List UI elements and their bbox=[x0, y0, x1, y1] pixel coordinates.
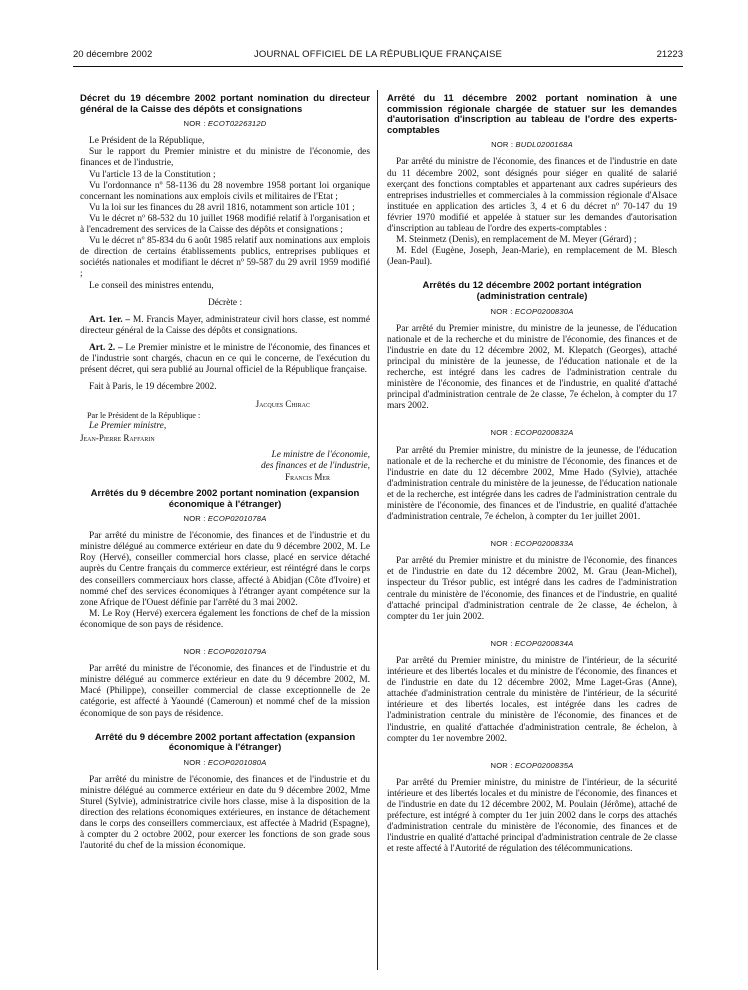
integration-paragraph: Par arrêté du Premier ministre, du ministre de la jeunesse, de l'éducation nationale et de la recherche et du ministre de l'économie, des finances et de l'industrie en date du 12 décembre 2002, M. Klepatch (Georges), attaché principal du ministère de la jeunesse, de l'éducation nationale et de la recherche, est intégré dans les cadres de l'administration centrale du ministère de l'économie, des finances et de l'industrie, en qualité d'attaché principal d'administration centrale de 2e classe, 7e échelon, à compter du 17 mars 2002. bbox=[387, 323, 677, 412]
nor-label: NOR : bbox=[183, 119, 208, 129]
nor-line bbox=[80, 118, 370, 129]
nor-label: NOR : bbox=[490, 638, 515, 648]
nor-code: ECOP0201079A bbox=[207, 647, 267, 657]
ministre-title-line2: des finances et de l'industrie, bbox=[260, 460, 370, 471]
nor-label: NOR : bbox=[490, 760, 515, 770]
arretes-nomination-title: Arrêtés du 9 décembre 2002 portant nomination (expansion économique à l'étranger) bbox=[90, 487, 360, 510]
decret-paragraph: Vu l'article 13 de la Constitution ; bbox=[89, 169, 216, 180]
arretes-integration-title: Arrêtés du 12 décembre 2002 portant intégration (administration centrale) bbox=[422, 280, 642, 302]
arrete-commission-title: Arrêté du 11 décembre 2002 portant nomination à une commission régionale chargée de statuer sur les demandes d'autorisation d'inscription au tableau de l'ordre des experts-comptables bbox=[387, 93, 677, 136]
article-2-text: Le Premier ministre et le ministre de l'économie, des finances et de l'industrie sont chargés, chacun en ce qui le concerne, de l'exécution du présent décret, qui sera publié au Journal officiel de la République française. bbox=[80, 342, 370, 376]
nor-line bbox=[387, 638, 677, 649]
nor-line bbox=[387, 538, 677, 549]
article-1-label: Art. 1er. – bbox=[89, 314, 131, 325]
fait-a-paris: Fait à Paris, le 19 décembre 2002. bbox=[89, 382, 217, 393]
decret-paragraph: Vu l'ordonnance nº 58-1136 du 28 novembre 1958 portant loi organique concernant les nominations aux emplois civils et militaires de l'Etat ; bbox=[80, 180, 370, 202]
par-le-president: Par le Président de la République : bbox=[87, 411, 201, 421]
left-column bbox=[80, 94, 370, 853]
nor-code: ECOP0201080A bbox=[207, 757, 267, 767]
nor-line bbox=[387, 760, 677, 771]
nor-line bbox=[387, 139, 677, 150]
article-2 bbox=[80, 343, 370, 376]
decret-paragraph: Vu la loi sur les finances du 28 avril 1816, notamment son article 101 ; bbox=[89, 202, 355, 213]
page-header bbox=[73, 49, 683, 63]
arrete-paragraph: M. Le Roy (Hervé) exercera également les fonctions de chef de la mission économique de son pays de résidence. bbox=[80, 608, 370, 630]
article-2-label: Art. 2. – bbox=[89, 342, 123, 353]
president-signature: Jacques Chirac bbox=[255, 399, 310, 410]
arrete-affectation-title: Arrêté du 9 décembre 2002 portant affectation (expansion économique à l'étranger) bbox=[94, 731, 356, 754]
nor-label: NOR : bbox=[490, 539, 515, 549]
arrete-paragraph: Par arrêté du ministre de l'économie, des finances et de l'industrie en date du 11 décembre 2002, sont désignés pour siéger en qualité de salarié exerçant des fonctions comptables et appartenant aux cadres supérieurs des entreprises industrielles et commerciales à la commission régionale d'Alsace instituée en application des articles 3, 4 et 6 du décret nº 70-147 du 19 février 1970 modifié et appelée à statuer sur les demandes d'autorisation d'inscription au tableau de l'ordre des experts-comptables : bbox=[387, 157, 677, 235]
nor-label: NOR : bbox=[490, 306, 515, 316]
nor-code: ECOP0200830A bbox=[514, 306, 574, 316]
article-1-text: M. Francis Mayer, administrateur civil hors classe, est nommé directeur général de la Caisse des dépôts et consignations. bbox=[80, 314, 370, 336]
nor-line bbox=[387, 306, 677, 317]
decret-paragraph: Sur le rapport du Premier ministre et du ministre de l'économie, des finances et de l'industrie, bbox=[80, 147, 370, 169]
header-journal-title: JOURNAL OFFICIEL DE LA RÉPUBLIQUE FRANÇAISE bbox=[253, 49, 503, 60]
arrete-paragraph: M. Edel (Eugène, Joseph, Jean-Marie), en remplacement de M. Blesch (Jean-Paul). bbox=[387, 246, 677, 268]
arrete-paragraph: Par arrêté du ministre de l'économie, des finances et de l'industrie et du ministre délégué au commerce extérieur en date du 9 décembre 2002, Mme Sturel (Sylvie), administratrice civile hors classe, mise à la disposition de la direction des relations économiques extérieures, en instance de détachement dans le corps des conseillers commerciaux, est affectée à Madrid (Espagne), à compter du 2 octobre 2002, pour exercer les fonctions de son grade sous l'autorité du chef de la mission économique. bbox=[80, 774, 370, 852]
nor-label: NOR : bbox=[183, 647, 208, 657]
nor-code: ECOP0200835A bbox=[514, 760, 574, 770]
nor-code: ECOP0200834A bbox=[514, 638, 574, 648]
integration-paragraph: Par arrêté du Premier ministre, du ministre de l'intérieur, de la sécurité intérieure et des libertés locales et du ministre de l'économie, des finances et de l'industrie en date du 12 décembre 2002, M. Poulain (Jérôme), attaché de préfecture, est intégré à compter du 1er juin 2002 dans le corps des attachés d'administration centrale du ministère de l'économie, des finances et de l'industrie en qualité d'attaché principal d'administration centrale de 2e classe et reste affecté à l'Autorité de régulation des télécommunications. bbox=[387, 777, 677, 855]
nor-line bbox=[80, 513, 370, 524]
premier-ministre-title: Le Premier ministre, bbox=[89, 421, 167, 432]
header-rule bbox=[73, 66, 683, 67]
nor-code: ECOP0200832A bbox=[514, 428, 574, 438]
nor-label: NOR : bbox=[183, 757, 208, 767]
decret-paragraph: Le conseil des ministres entendu, bbox=[89, 280, 214, 291]
arrete-paragraph: M. Steinmetz (Denis), en remplacement de M. Meyer (Gérard) ; bbox=[396, 235, 637, 246]
decret-paragraph: Vu le décret nº 85-834 du 6 août 1985 relatif aux nominations aux emplois de direction de certains établissements publics, entreprises publiques et sociétés nationales et modifiant le décret nº 59-587 du 29 avril 1959 modifié ; bbox=[80, 236, 370, 280]
integration-paragraph: Par arrêté du Premier ministre, du ministre de l'intérieur, de la sécurité intérieure et des libertés locales et du ministre de l'économie, des finances et de l'industrie en date du 12 décembre 2002, Mme Laget-Gras (Anne), attachée d'administration centrale du ministère de l'intérieur, de la sécurité intérieure et des libertés locales, est intégrée dans les cadres de l'administration centrale du ministère de l'économie, des finances et de l'industrie, en qualité d'attachée d'administration centrale, 8e échelon, à compter du 1er novembre 2002. bbox=[387, 655, 677, 744]
integration-paragraph: Par arrêté du Premier ministre et du ministre de l'économie, des finances et de l'industrie en date du 12 décembre 2002, M. Grau (Jean-Michel), inspecteur du Trésor public, est intégré dans les cadres de l'administration centrale du ministère de l'économie, des finances et de l'industrie, en qualité d'attaché principal d'administration centrale de 2e classe, 4e échelon, à compter du 1er juin 2002. bbox=[387, 556, 677, 622]
arrete-paragraph: Par arrêté du ministre de l'économie, des finances et de l'industrie et du ministre délégué au commerce extérieur en date du 9 décembre 2002, M. Le Roy (Hervé), conseiller commercial hors classe, placé en service détaché auprès du Centre français du commerce extérieur, est réintégré dans le corps des conseillers commerciaux hors classe, affecté à Abidjan (Côte d'Ivoire) et nommé chef des services économiques à l'étranger ayant compétence sur la zone Afrique de l'Ouest définie par l'arrêté du 3 mai 2002. bbox=[80, 531, 370, 608]
column-divider bbox=[377, 90, 378, 970]
decret-paragraph: Le Président de la République, bbox=[89, 136, 205, 147]
right-column bbox=[387, 94, 677, 855]
header-page-number: 21223 bbox=[656, 49, 683, 60]
nor-code: ECOT0226312D bbox=[207, 119, 267, 129]
decret-title: Décret du 19 décembre 2002 portant nomination du directeur général de la Caisse des dépôts et consignations bbox=[80, 93, 370, 115]
header-date: 20 décembre 2002 bbox=[73, 49, 153, 60]
nor-line bbox=[80, 757, 370, 768]
ministre-name: Francis Mer bbox=[285, 471, 330, 482]
nor-line bbox=[80, 646, 370, 657]
nor-code: BUDL0200168A bbox=[515, 140, 573, 150]
article-1 bbox=[80, 315, 370, 337]
nor-line bbox=[387, 427, 677, 438]
decrete-heading: Décrète : bbox=[207, 297, 243, 308]
nor-code: ECOP0201078A bbox=[207, 514, 267, 524]
nor-label: NOR : bbox=[491, 140, 516, 150]
ministre-title-line1: Le ministre de l'économie, bbox=[271, 449, 370, 460]
integration-paragraph: Par arrêté du Premier ministre, du ministre de la jeunesse, de l'éducation nationale et de la recherche et du ministre de l'économie, des finances et de l'industrie en date du 12 décembre 2002, Mme Hado (Sylvie), attachée d'administration centrale du ministère de la jeunesse, de l'éducation nationale et de la recherche, est intégrée dans les cadres de l'administration centrale du ministère de l'économie, des finances et de l'industrie, en qualité d'attachée d'administration centrale, 7e échelon, à compter du 1er juillet 2001. bbox=[387, 445, 677, 523]
nor-code: ECOP0200833A bbox=[514, 539, 574, 549]
arrete-paragraph: Par arrêté du ministre de l'économie, des finances et de l'industrie et du ministre délégué au commerce extérieur en date du 9 décembre 2002, M. Macé (Philippe), conseiller commercial de classe exceptionnelle de 2e catégorie, est affecté à Yaoundé (Cameroun) et nommé chef de la mission économique de son pays de résidence. bbox=[80, 664, 370, 719]
decret-paragraph: Vu le décret nº 68-532 du 10 juillet 1968 modifié relatif à l'organisation et à l'encadrement des services de la Caisse des dépôts et consignations ; bbox=[80, 213, 370, 236]
nor-label: NOR : bbox=[490, 428, 515, 438]
nor-label: NOR : bbox=[183, 514, 208, 524]
premier-ministre-name: Jean-Pierre Raffarin bbox=[80, 432, 155, 443]
